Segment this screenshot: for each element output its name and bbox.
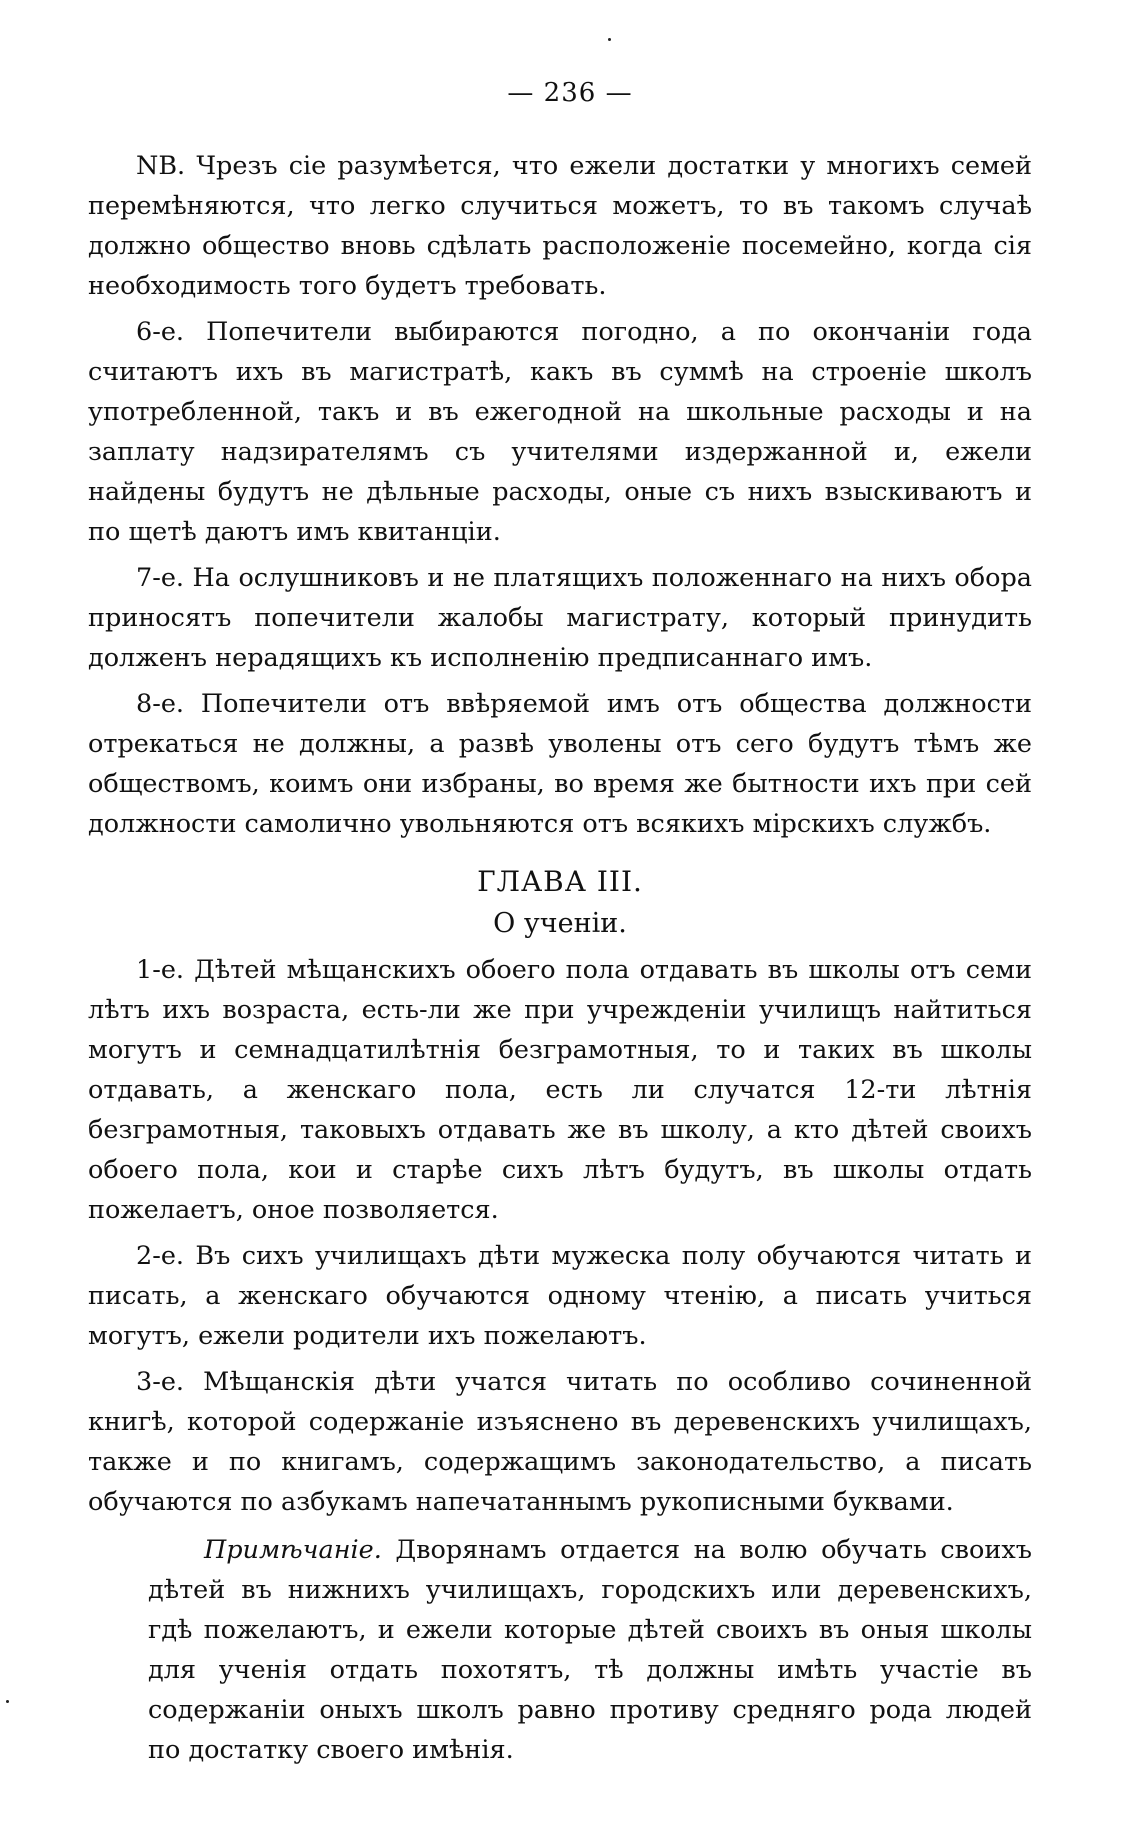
page-body: [88, 146, 1032, 1770]
page-number: — 236 —: [507, 78, 633, 108]
note-paragraph: [148, 1530, 1032, 1770]
chapter-heading: ГЛАВА III.: [477, 865, 643, 898]
paragraph-1: 1-е. Дѣтей мѣщанскихъ обоего пола отдавать въ школы отъ семи лѣтъ ихъ возраста, есть-ли же при учрежденіи училищъ найтиться могутъ и семнадцатилѣтнія безграмотныя, то и таких въ школы отдавать, а женскаго пола, есть ли случатся 12-ти лѣтнія безграмотныя, таковыхъ отдавать же въ школу, а кто дѣтей своихъ обоего пола, кои и старѣе сихъ лѣтъ будутъ, въ школы отдать пожелаетъ, оное позволяется.: [88, 955, 1032, 1225]
print-speck: [6, 1700, 9, 1703]
note-label: Примѣчаніе.: [204, 1535, 382, 1565]
chapter-subtitle: О ученіи.: [493, 908, 627, 939]
paragraph-2: 2-е. Въ сихъ училищахъ дѣти мужеска полу обучаются читать и писать, а женскаго обучаются одному чтенію, а писать учиться могутъ, ежели родители ихъ пожелаютъ.: [88, 1241, 1032, 1351]
paragraph-7: 7-е. На ослушниковъ и не платящихъ положеннаго на нихъ обора приносятъ попечители жалобы магистрату, который принудить долженъ нерадящихъ къ исполненію предписаннаго имъ.: [88, 563, 1032, 673]
paragraph-6: 6-е. Попечители выбираются погодно, а по окончаніи года считаютъ ихъ въ магистратѣ, какъ въ суммѣ на строеніе школъ употребленной, такъ и въ ежегодной на школьные расходы и на заплату надзирателямъ съ учителями издержанной и, ежели найдены будутъ не дѣльные расходы, оные съ нихъ взыскиваютъ и по щетѣ даютъ имъ квитанціи.: [88, 317, 1032, 547]
paragraph-nb: NB. Чрезъ сіе разумѣется, что ежели достатки у многихъ семей перемѣняются, что легко случиться можетъ, то въ такомъ случаѣ должно общество вновь сдѣлать расположеніе посемейно, когда сія необходимость того будетъ требовать.: [88, 151, 1032, 301]
paragraph-3: 3-е. Мѣщанскія дѣти учатся читать по особливо сочиненной книгѣ, которой содержаніе изъяснено въ деревенскихъ училищахъ, также и по книгамъ, содержащимъ законодательство, а писать обучаются по азбукамъ напечатаннымъ рукописными буквами.: [88, 1367, 1032, 1517]
print-speck: [608, 38, 611, 41]
note-text: Дворянамъ отдается на волю обучать своихъ дѣтей въ нижнихъ училищахъ, городскихъ или деревенскихъ, гдѣ пожелаютъ, и ежели которые дѣтей своихъ въ оныя школы для ученія отдать похотятъ, тѣ должны имѣть участіе въ содержаніи оныхъ школъ равно противу средняго рода людей по достатку своего имѣнія.: [148, 1535, 1032, 1765]
paragraph-8: 8-е. Попечители отъ ввѣряемой имъ отъ общества должности отрекаться не должны, а развѣ уволены отъ сего будутъ тѣмъ же обществомъ, коимъ они избраны, во время же бытности ихъ при сей должности самолично увольняются отъ всякихъ мірскихъ службъ.: [88, 689, 1032, 839]
